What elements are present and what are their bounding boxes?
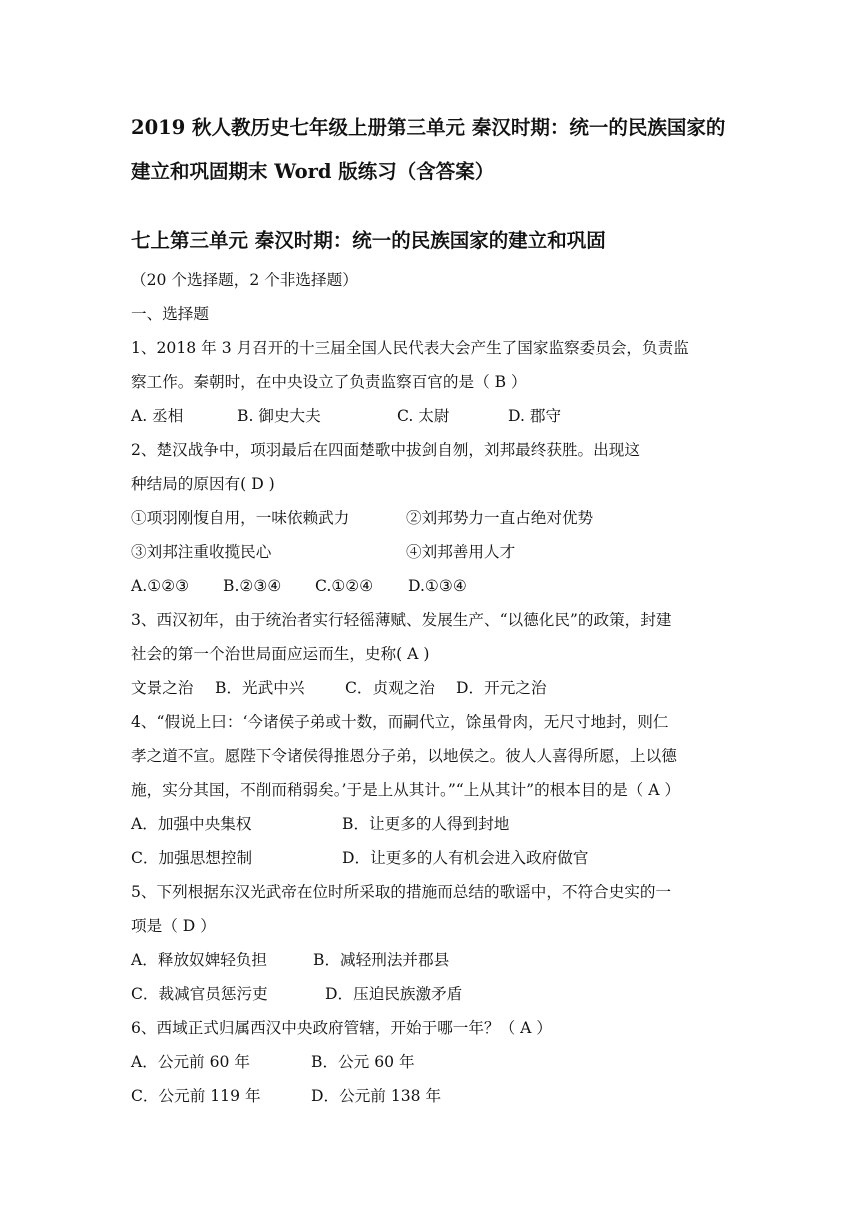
q3-option-d: D．开元之治 xyxy=(456,679,547,697)
q3-option-b: B．光武中兴 xyxy=(215,679,305,697)
q2-option-c: C.①②④ xyxy=(315,577,374,595)
q1-option-c: C. 太尉 xyxy=(397,407,450,425)
q3-stem-line-1: 3、西汉初年，由于统治者实行轻徭薄赋、发展生产、“以德化民”的政策，封建 xyxy=(131,611,672,629)
q2-stem-line-1: 2、楚汉战争中，项羽最后在四面楚歌中拔剑自刎，刘邦最终获胜。出现这 xyxy=(131,441,640,459)
q6-option-b: B．公元 60 年 xyxy=(311,1053,415,1071)
q2-item-1: ①项羽刚愎自用，一味依赖武力 xyxy=(131,509,350,527)
document-title-line-2: 建立和巩固期末 Word 版练习（含答案） xyxy=(131,160,495,183)
q2-option-b: B.②③④ xyxy=(223,577,282,595)
q4-option-c: C．加强思想控制 xyxy=(131,849,253,867)
q2-option-a: A.①②③ xyxy=(131,577,190,595)
q3-option-a: 文景之治 xyxy=(131,679,194,697)
q6-option-a: A．公元前 60 年 xyxy=(131,1053,250,1071)
q5-stem-line-1: 5、下列根据东汉光武帝在位时所采取的措施而总结的歌谣中，不符合史实的一 xyxy=(131,883,672,901)
q1-option-a: A. 丞相 xyxy=(131,407,184,425)
q2-item-4: ④刘邦善用人才 xyxy=(406,543,516,561)
q5-option-c: C．裁减官员惩污吏 xyxy=(131,985,268,1003)
q4-stem-line-2: 孝之道不宣。愿陛下令诸侯得推恩分子弟，以地侯之。彼人人喜得所愿，上以德 xyxy=(131,747,677,765)
q2-item-3: ③刘邦注重收揽民心 xyxy=(131,543,272,561)
q4-option-b: B．让更多的人得到封地 xyxy=(342,815,510,833)
q1-option-b: B. 御史大夫 xyxy=(237,407,321,425)
q6-stem-line-1: 6、西域正式归属西汉中央政府管辖，开始于哪一年？（ A ） xyxy=(131,1019,552,1037)
q5-option-a: A．释放奴婢轻负担 xyxy=(131,951,268,969)
document-title-line-1: 2019 秋人教历史七年级上册第三单元 秦汉时期：统一的民族国家的 xyxy=(131,116,726,139)
q5-option-d: D．压迫民族激矛盾 xyxy=(325,985,463,1003)
question-count-info: （20 个选择题，2 个非选择题） xyxy=(131,271,358,289)
q6-option-d: D．公元前 138 年 xyxy=(311,1087,442,1105)
q1-stem-line-2: 察工作。秦朝时，在中央设立了负责监察百官的是（ B ） xyxy=(131,373,527,391)
q4-stem-line-1: 4、“假说上曰：‘今诸侯子弟或十数，而嗣代立，馀虽骨肉，无尺寸地封，则仁 xyxy=(131,713,669,731)
unit-heading: 七上第三单元 秦汉时期：统一的民族国家的建立和巩固 xyxy=(131,229,606,252)
q6-option-c: C．公元前 119 年 xyxy=(131,1087,261,1105)
q2-item-2: ②刘邦势力一直占绝对优势 xyxy=(406,509,594,527)
q5-option-b: B．减轻刑法并郡县 xyxy=(313,951,450,969)
q1-option-d: D. 郡守 xyxy=(508,407,562,425)
q3-stem-line-2: 社会的第一个治世局面应运而生，史称( A ) xyxy=(131,645,430,663)
q4-option-a: A．加强中央集权 xyxy=(131,815,252,833)
q5-stem-line-2: 项是（ D ） xyxy=(131,917,216,935)
q2-stem-line-2: 种结局的原因有( D ) xyxy=(131,475,275,493)
section-heading: 一、选择题 xyxy=(131,305,209,323)
q4-option-d: D．让更多的人有机会进入政府做官 xyxy=(342,849,589,867)
q2-option-d: D.①③④ xyxy=(408,577,467,595)
q4-stem-line-3: 施，实分其国，不削而稍弱矣。’于是上从其计。”“上从其计”的根本目的是（ A ） xyxy=(131,781,681,799)
q3-option-c: C．贞观之治 xyxy=(345,679,435,697)
q1-stem-line-1: 1、2018 年 3 月召开的十三届全国人民代表大会产生了国家监察委员会，负责监 xyxy=(131,339,689,357)
